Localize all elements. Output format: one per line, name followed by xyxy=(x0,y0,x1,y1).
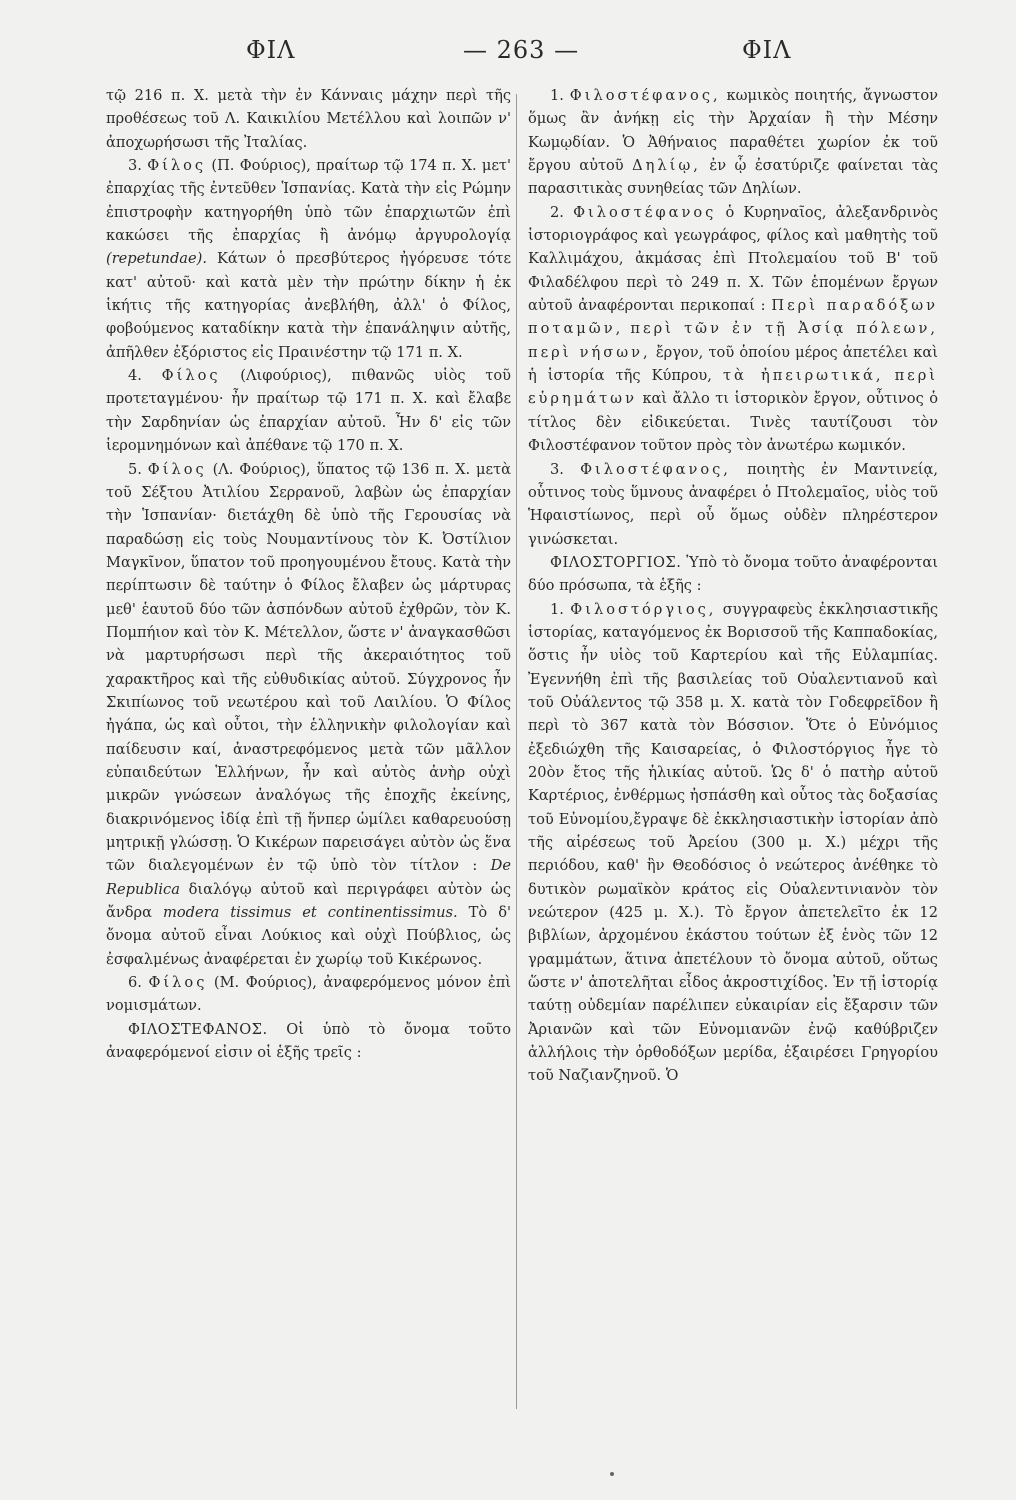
entry-number: 1. xyxy=(550,600,564,618)
entry-number: 4. xyxy=(128,367,142,385)
entry-number: 3. xyxy=(128,157,142,175)
ink-dot xyxy=(610,1472,614,1476)
entry-2 xyxy=(528,201,938,458)
entry-text: (Μ. Φούριος), ἀναφερόμενος μόνον ἐπὶ νομισμάτων. xyxy=(106,974,512,1015)
latin-term: (repetundae). xyxy=(106,250,207,268)
entry-number: 6. xyxy=(128,974,142,992)
entry-text: διαλόγῳ αὐτοῦ καὶ περιγράφει αὐτὸν ὡς ἄνδρα xyxy=(106,880,512,922)
column-divider xyxy=(516,94,517,1409)
entry-name: Φίλος xyxy=(161,367,221,385)
header-right-keyword: ΦΙΛ xyxy=(742,36,792,64)
headword-philostorgios xyxy=(528,551,938,598)
entry-name: Φιλοστέφανος xyxy=(573,203,717,221)
entry-name: Φιλοστέφανος, xyxy=(569,87,721,104)
entry-name: Φίλος xyxy=(147,460,207,478)
entry-text: Τὸ δ' ὄνομα αὐτοῦ εἶναι Λούκιος καὶ οὐχὶ Πούβλιος, ὡς ἐσφαλμένως ἀναφέρεται ἐν χωρίῳ τοῦ Κικέρωνος. xyxy=(106,904,511,968)
entry-name: Φίλος xyxy=(148,974,208,992)
work-title: τὰ ἠπειρωτικά, xyxy=(722,367,884,385)
latin-quote: modera tissimus et continentissimus. xyxy=(162,904,458,922)
work-title: Περὶ παραδόξων ποταμῶν, xyxy=(528,297,938,338)
entry-text: Ὑπὸ τὸ ὄνομα τοῦτο ἀναφέρονται δύο πρόσωπα, τὰ ἑξῆς : xyxy=(528,553,938,595)
entry-text: καὶ ἄλλο τι ἱστορικὸν ἔργον, οὗτινος ὁ τίτλος δὲν εἰδικεύεται. Τινὲς ταυτίζουσι τὸν Φιλοστέφανον τοῦτον πρὸς τὸν ἀνωτέρω κωμικόν. xyxy=(528,390,939,455)
entry-number: 2. xyxy=(550,203,564,221)
entry-5 xyxy=(106,458,511,972)
entry-1b xyxy=(528,598,938,1088)
entry-6 xyxy=(106,971,511,1018)
headword-philostephanos xyxy=(106,1018,511,1065)
entry-text: ἔργον, τοῦ ὁποίου μέρος ἀπετέλει καὶ ἡ ἱστορία τῆς Κύπρου, xyxy=(528,343,938,385)
entry-4 xyxy=(106,364,511,457)
work-title: Δηλίῳ, xyxy=(632,157,701,175)
entry-number: 1. xyxy=(550,87,564,104)
work-title: περὶ τῶν ἐν τῇ Ἀσίᾳ πόλεων, xyxy=(630,320,938,338)
entry-text: (Π. Φούριος), πραίτωρ τῷ 174 π. Χ. μετ' ἐπαρχίας τῆς ἐντεῦθεν Ἱσπανίας. Κατὰ τὴν εἰς Ρώμην ἐπιστροφὴν κατηγορήθη ὑπὸ τῶν ἐπαρχιωτῶν ἐπὶ κακώσει τῆς ἐπαρχίας ἢ ἀνόμῳ ἀργυρολογίᾳ xyxy=(106,157,511,245)
entry-text: ἐν ᾧ ἐσατύριζε φαίνεται τὰς παρασιτικὰς συνηθείας τῶν Δηλίων. xyxy=(528,157,939,198)
work-title: περὶ νήσων, xyxy=(528,343,651,361)
header-left-keyword: ΦΙΛ xyxy=(246,36,296,64)
entry-number: 3. xyxy=(550,460,564,478)
entry-name: Φίλος xyxy=(147,157,207,175)
left-column xyxy=(106,84,511,1064)
entry-name: Φιλοστέφανος, xyxy=(580,460,731,478)
latin-title: De Republica xyxy=(106,857,511,898)
entry-1 xyxy=(528,84,938,201)
entry-text: (Λ. Φούριος), ὕπατος τῷ 136 π. Χ. μετὰ τοῦ Σέξτου Ἀτιλίου Σερρανοῦ, λαβὼν ὡς ἐπαρχίαν τὴν Ἱσπανίαν· διετάχθη δὲ ὑπὸ τῆς Γερουσίας νὰ παραδώσῃ εἰς τοὺς Νουμαντίνους τὸν Κ. Ὀστίλιον Μαγκῖνον, ὕπατον τοῦ προηγουμένου ἔτους. Κατὰ τὴν περίπτωσιν δὲ ταύτην ὁ Φίλος ἔλαβεν ὡς μάρτυρας μεθ' ἑαυτοῦ δύο τῶν ἀσπόνδων αὐτοῦ ἐχθρῶν, τὸν Κ. Πομπήιον καὶ τὸν Κ. Μέτελλον, ὥστε ν' ἀναγκασθῶσι νὰ μαρτυρήσωσι περὶ τῆς ἀκεραιότητος τοῦ χαρακτῆρος καὶ τῆς εὐθυδικίας αὐτοῦ. Σύγχρονος ἦν Σκιπίωνος τοῦ νεωτέρου καὶ τοῦ Λαιλίου. Ὁ Φίλος ἠγάπα, ὡς καὶ οὗτοι, τὴν ἑλληνικὴν φιλολογίαν καὶ παίδευσιν καί, ἀναστρεφόμενος μετὰ τῶν μᾶλλον εὐπαιδεύτων Ἑλλήνων, ἦν καὶ αὐτὸς ἀνὴρ οὐχὶ μικρῶν γνώσεων ἀναλόγως τῆς ἐποχῆς ἐκείνης, διακρινόμενος ἰδίᾳ ἐπὶ τῇ ἥνπερ ὡμίλει καθαρευούσῃ μητρικῇ γλώσσῃ. Ὁ Κικέρων παρεισάγει αὐτὸν ὡς ἕνα τῶν διαλεγομένων ἐν τῷ ὑπὸ τὸν τίτλον : xyxy=(106,460,512,875)
entry-3 xyxy=(528,458,938,551)
entry-text: (Λιφούριος), πιθανῶς υἱὸς τοῦ προτεταγμένου· ἦν πραίτωρ τῷ 171 π. Χ. καὶ ἔλαβε τὴν Σαρδηνίαν ὡς ἐπαρχίαν αὐτοῦ. Ἦν δ' εἰς τῶν ἱερομνημόνων καὶ ἀπέθανε τῷ 170 π. Χ. xyxy=(106,367,512,455)
entry-3 xyxy=(106,154,511,364)
entry-number: 5. xyxy=(128,460,142,478)
right-column xyxy=(528,84,938,1088)
headword: ΦΙΛΟΣΤΟΡΓΙΟΣ. xyxy=(550,553,682,571)
paragraph xyxy=(106,84,511,154)
headword: ΦΙΛΟΣΤΕΦΑΝΟΣ. xyxy=(128,1020,268,1038)
entry-text: κωμικὸς ποιητής, ἄγνωστον ὅμως ἂν ἀνήκῃ εἰς τὴν Ἀρχαίαν ἢ τὴν Μέσην Κωμῳδίαν. Ὁ Ἀθήναιος παραθέτει χωρίον ἐκ τοῦ ἔργου αὐτοῦ xyxy=(528,87,938,175)
work-title: περὶ εὑρημάτων xyxy=(528,367,939,408)
entry-text: Οἱ ὑπὸ τὸ ὄνομα τοῦτο ἀναφερόμενοί εἰσιν οἱ ἑξῆς τρεῖς : xyxy=(106,1020,511,1062)
entry-text: συγγραφεὺς ἐκκλησιαστικῆς ἱστορίας, καταγόμενος ἐκ Βορισσοῦ τῆς Καππαδοκίας, ὅστις ἦν υἱὸς τοῦ Καρτερίου καὶ τῆς Εὐλαμπίας. Ἐγεννήθη ἐπὶ τῆς βασιλείας τοῦ Οὐαλεντιανοῦ καὶ τοῦ Οὐάλεντος τῷ 358 μ. Χ. κατὰ τὸν Γοδεφρεῖδον ἢ περὶ τὸ 367 κατὰ τὸν Βόσσιον. Ὅτε ὁ Εὐνόμιος ἐξεδιώχθη τῆς Καισαρείας, ὁ Φιλοστόργιος ἦγε τὸ 20ὸν ἔτος τῆς ἡλικίας αὐτοῦ. Ὡς δ' ὁ πατὴρ αὐτοῦ Καρτέριος, ἐνθέρμως ἠσπάσθη καὶ οὗτος τὰς δοξασίας τοῦ Εὐνομίου,ἔγραψε δὲ ἐκκλησιαστικὴν ἱστορίαν ἀπὸ τῆς αἱρέσεως τοῦ Ἀρείου (300 μ. Χ.) μέχρι τῆς περιόδου, καθ' ἣν Θεοδόσιος ὁ νεώτερος ἀνέθηκε τὸ δυτικὸν ρωμαϊκὸν κράτος εἰς Οὐαλεντινιανὸν τὸν νεώτερον (425 μ. Χ.). Τὸ ἔργον ἀπετελεῖτο ἐκ 12 βιβλίων, ἀρχομένου ἑκάστου τούτων ἐξ ἑνὸς τῶν 12 γραμμάτων, ἅτινα ἀπετέλουν τὸ ὄνομα αὐτοῦ, οὕτως ὥστε ν' ἀποτελῆται εἶδος ἀκροστιχίδος. Ἐν τῇ ἱστορίᾳ ταύτῃ οὐδεμίαν παρέλιπεν εὐκαιρίαν εἰς ἔξαρσιν τῶν Ἀριανῶν καὶ τῶν Εὐνομιανῶν ἐνῷ καθύβριζεν ἀλλήλοις τὴν ὀρθοδόξων μερίδα, ἐξαιρέσει Γρηγορίου τοῦ Ναζιανζηνοῦ. Ὁ xyxy=(528,600,939,1085)
entry-text: Κάτων ὁ πρεσβύτερος ἠγόρευσε τότε κατ' αὐτοῦ· καὶ κατὰ μὲν τὴν πρώτην δίκην ἡ ἐκ ἱκήτις τῆς κατηγορίας ἀνεβλήθη, ἀλλ' ὁ Φίλος, φοβούμενος καταδίκην κατὰ τὴν ἐπανάληψιν αὐτῆς, ἀπῆλθεν ἐξόριστος εἰς Πραινέστην τῷ 171 π. Χ. xyxy=(106,250,512,361)
entry-text: ποιητὴς ἐν Μαντινείᾳ, οὗτινος τοὺς ὕμνους ἀναφέρει ὁ Πτολεμαῖος, υἱὸς τοῦ Ἡφαιστίωνος, περὶ οὗ ὅμως οὐδὲν πληρέστερον γινώσκεται. xyxy=(528,460,939,548)
entry-name: Φιλοστόργιος, xyxy=(570,600,717,618)
paragraph-text: τῷ 216 π. Χ. μετὰ τὴν ἐν Κάνναις μάχην περὶ τῆς προθέσεως τοῦ Λ. Καικιλίου Μετέλλου καὶ λοιπῶν ν' ἀποχωρήσωσι τῆς Ἰταλίας. xyxy=(106,87,511,151)
entry-text: ὁ Κυρηναῖος, ἀλεξανδρινὸς ἱστοριογράφος καὶ γεωγράφος, φίλος καὶ μαθητὴς τοῦ Καλλιμάχου, ἀκμάσας ἐπὶ Πτολεμαίου τοῦ Β' τοῦ Φιλαδέλφου περὶ τὸ 249 π. Χ. Τῶν ἑπομένων ἔργων αὐτοῦ ἀναφέρονται περικοπαί : xyxy=(528,203,939,315)
page-header xyxy=(0,36,1016,72)
page-number: — 263 — xyxy=(463,36,580,64)
